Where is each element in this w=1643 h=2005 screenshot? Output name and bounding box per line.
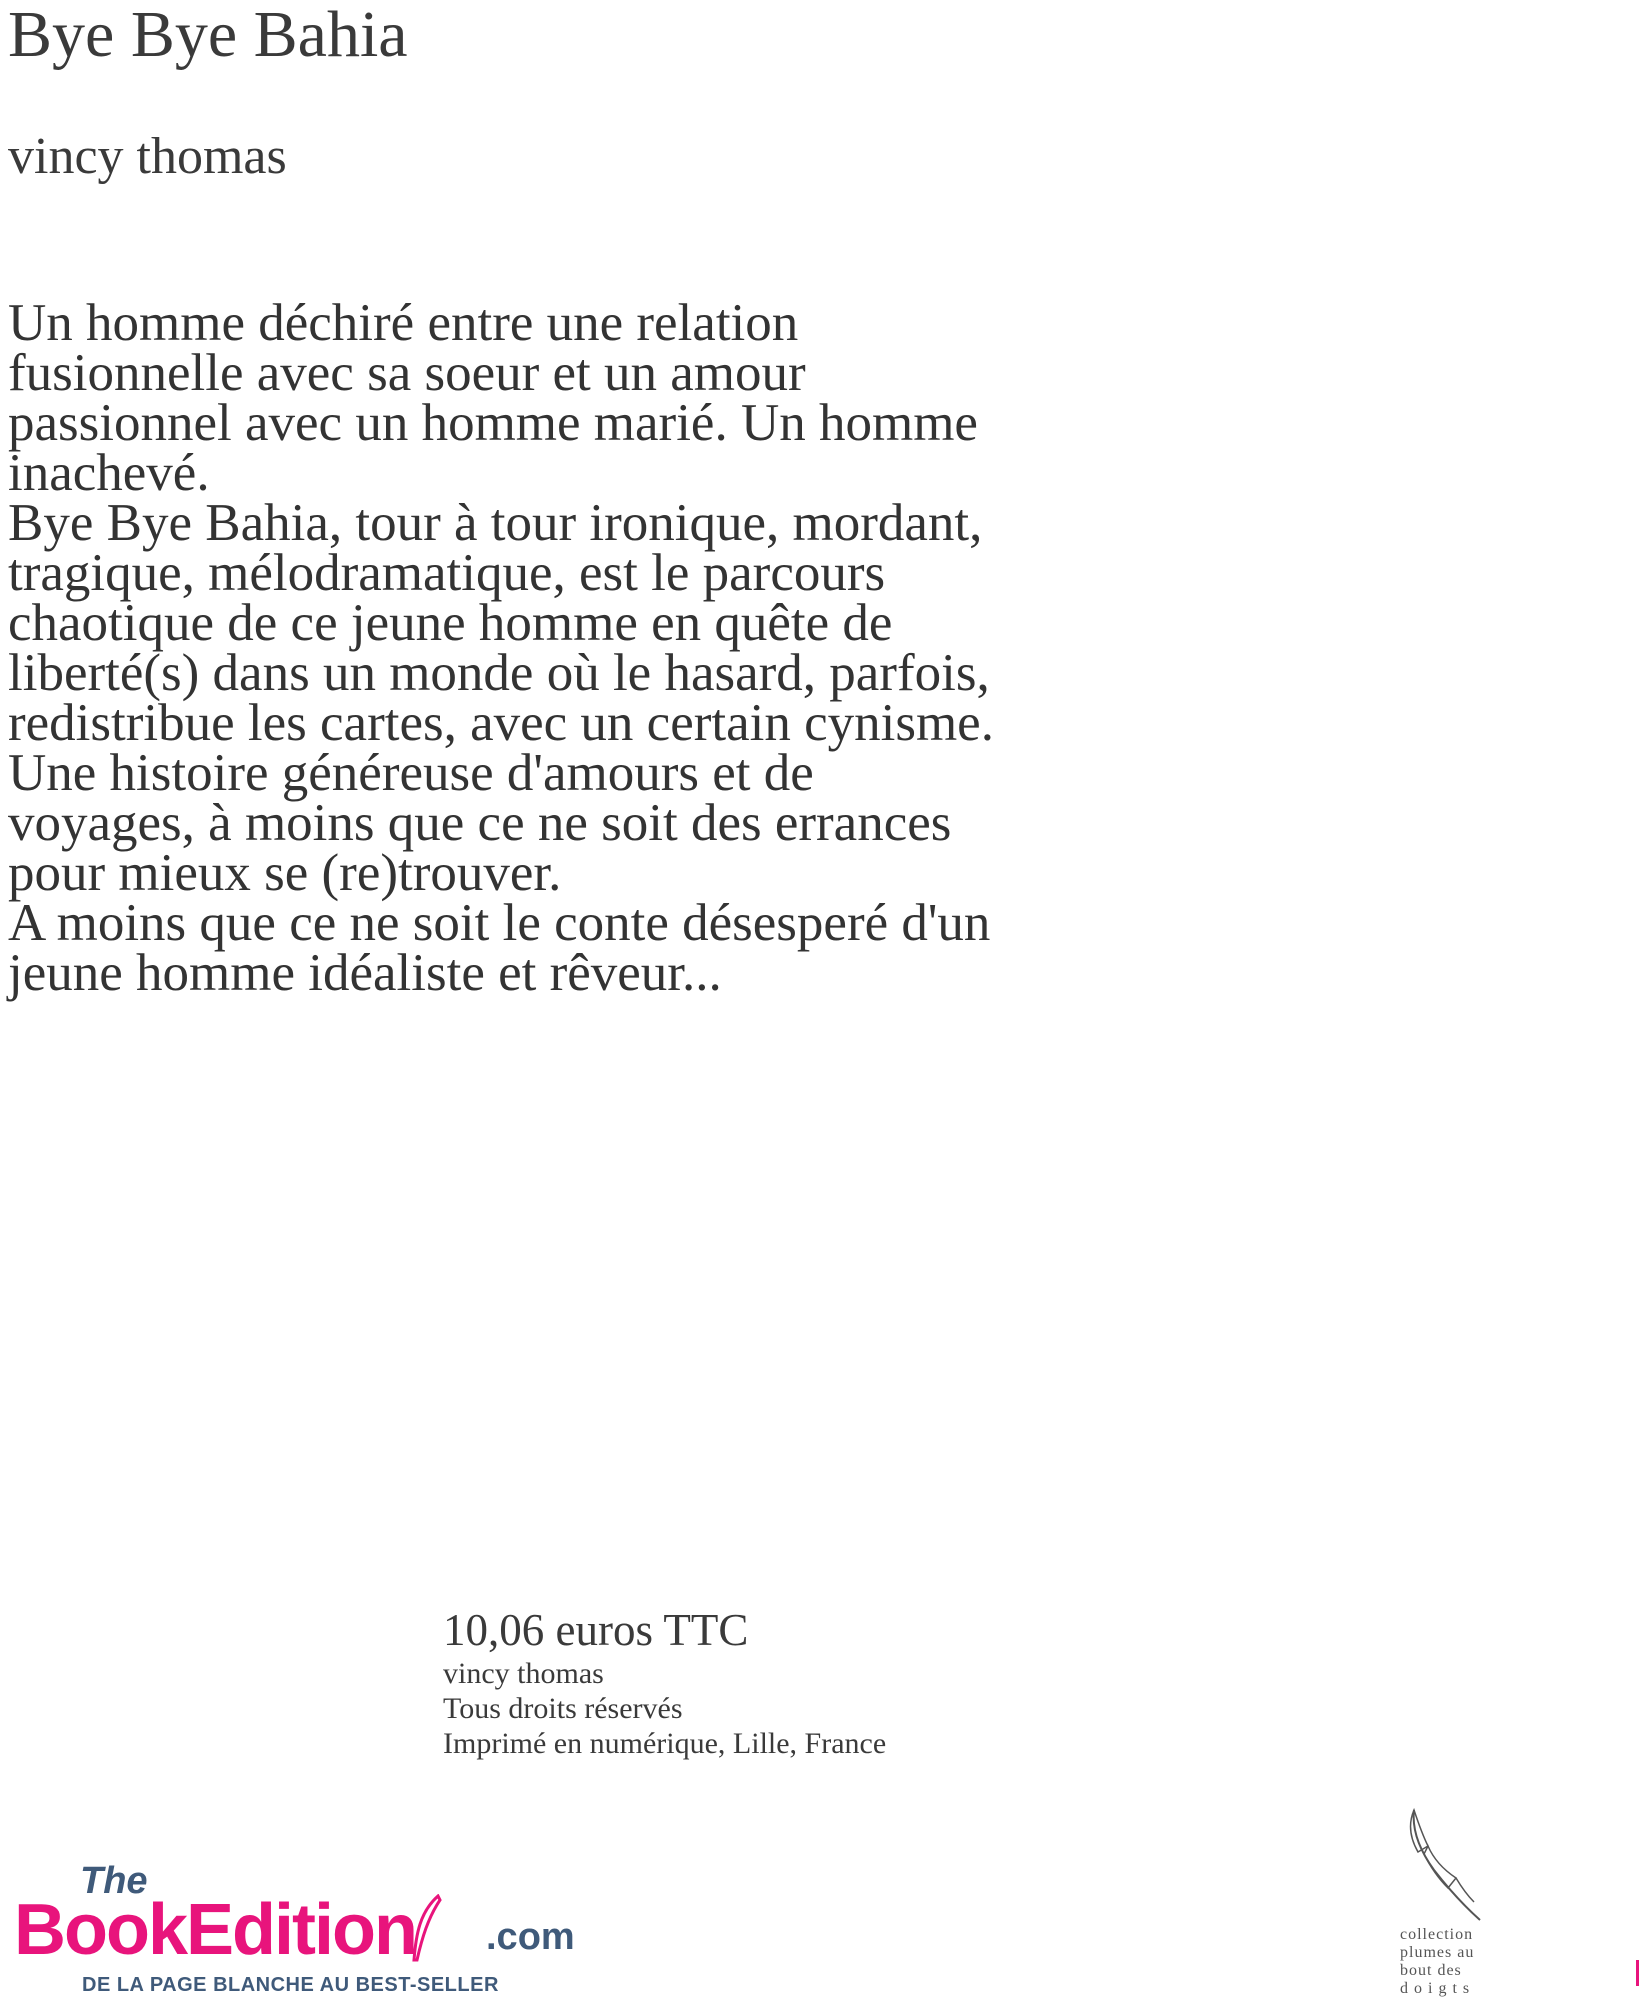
print-location: Imprimé en numérique, Lille, France xyxy=(443,1727,887,1760)
book-title: Bye Bye Bahia xyxy=(8,0,408,71)
collection-mark xyxy=(1390,1808,1510,1998)
logo-tagline: DE LA PAGE BLANCHE AU BEST-SELLER xyxy=(82,1974,499,1996)
book-author: vincy thomas xyxy=(8,128,287,185)
edge-mark xyxy=(1636,1960,1639,1986)
collection-line: bout des xyxy=(1400,1962,1462,1979)
blurb-paragraph: Une histoire généreuse d'amours et de voyages, à moins que ce ne soit des errances pour mieux se (re)trouver. xyxy=(8,744,952,902)
logo-domain: .com xyxy=(486,1916,575,1958)
price: 10,06 euros TTC xyxy=(443,1605,749,1655)
collection-line: plumes au xyxy=(1400,1944,1475,1961)
book-blurb xyxy=(8,294,1238,1002)
blurb-paragraph: Bye Bye Bahia, tour à tour ironique, mordant, tragique, mélodramatique, est le parcours chaotique de ce jeune homme en quête de liberté(s) dans un monde où le hasard, parfois, redistribue les cartes, avec un certain cynisme. xyxy=(8,494,994,752)
quill-icon xyxy=(408,1894,444,1964)
blurb-paragraph: Un homme déchiré entre une relation fusionnelle avec sa soeur et un amour passionnel avec un homme marié. Un homme inachevé. xyxy=(8,294,978,502)
logo-brand: BookEdition xyxy=(14,1890,416,1970)
imprint-block xyxy=(443,1604,886,1761)
imprint-author: vincy thomas xyxy=(443,1657,604,1690)
collection-label xyxy=(1400,1926,1474,1998)
rights-notice: Tous droits réservés xyxy=(443,1692,683,1725)
publisher-logo xyxy=(14,1860,604,2000)
logo-the: The xyxy=(80,1860,148,1902)
blurb-paragraph: A moins que ce ne soit le conte désesperé d'un jeune homme idéaliste et rêveur... xyxy=(8,894,991,1002)
collection-line: d o i g t s xyxy=(1400,1980,1471,1997)
collection-line: collection xyxy=(1400,1926,1474,1943)
feather-quill-icon xyxy=(1404,1808,1494,1923)
